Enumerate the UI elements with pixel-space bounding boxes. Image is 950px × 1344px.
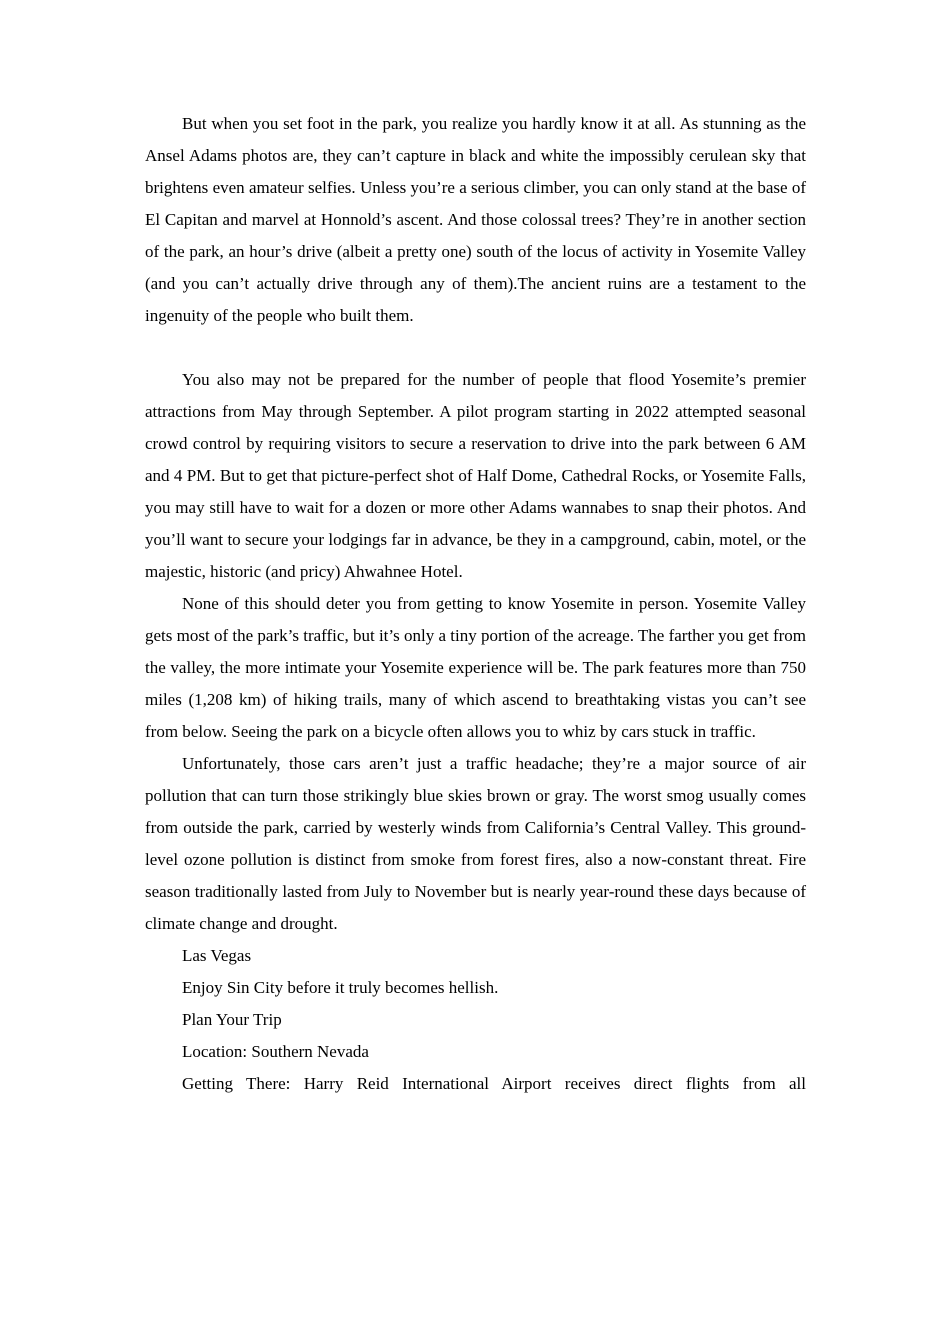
paragraph-yosemite-intro: But when you set foot in the park, you realize you hardly know it at all. As stunning as the Ansel Adams photos are, they can’t capture in black and white the impossibly cerulean sky that brightens even amateur selfies. Unless you’re a serious climber, you can only stand at the base of El Capitan and marvel at Honnold’s ascent. And those colossal trees? They’re in another section of the park, an hour’s drive (albeit a pretty one) south of the locus of activity in Yosemite Valley (and you can’t actually drive through any of them).The ancient ruins are a testament to the ingenuity of the people who built them. <box>145 114 806 325</box>
line-location: Location: Southern Nevada <box>182 1042 369 1061</box>
line-plan-your-trip: Plan Your Trip <box>182 1010 282 1029</box>
line-sin-city: Enjoy Sin City before it truly becomes hellish. <box>182 978 499 997</box>
paragraph-trails: None of this should deter you from getting to know Yosemite in person. Yosemite Valley gets most of the park’s traffic, but it’s only a tiny portion of the acreage. The farther you get from the valley, the more intimate your Yosemite experience will be. The park features more than 750 miles (1,208 km) of hiking trails, many of which ascend to breathtaking vistas you can’t see from below. Seeing the park on a bicycle often allows you to whiz by cars stuck in traffic. <box>145 594 806 741</box>
line-getting-there: Getting There: Harry Reid International Airport receives direct flights from all <box>182 1074 806 1093</box>
paragraph-crowds: You also may not be prepared for the number of people that flood Yosemite’s premier attractions from May through September. A pilot program starting in 2022 attempted seasonal crowd control by requiring visitors to secure a reservation to drive into the park between 6 AM and 4 PM. But to get that picture-perfect shot of Half Dome, Cathedral Rocks, or Yosemite Falls, you may still have to wait for a dozen or more other Adams wannabes to snap their photos. And you’ll want to secure your lodgings far in advance, be they in a campground, cabin, motel, or the majestic, historic (and pricy) Ahwahnee Hotel. <box>145 370 806 581</box>
paragraph-pollution: Unfortunately, those cars aren’t just a traffic headache; they’re a major source of air pollution that can turn those strikingly blue skies brown or gray. The worst smog usually comes from outside the park, carried by westerly winds from California’s Central Valley. This ground-level ozone pollution is distinct from smoke from forest fires, also a now-constant threat. Fire season traditionally lasted from July to November but is nearly year-round these days because of climate change and drought. <box>145 754 806 933</box>
heading-las-vegas: Las Vegas <box>182 946 252 965</box>
